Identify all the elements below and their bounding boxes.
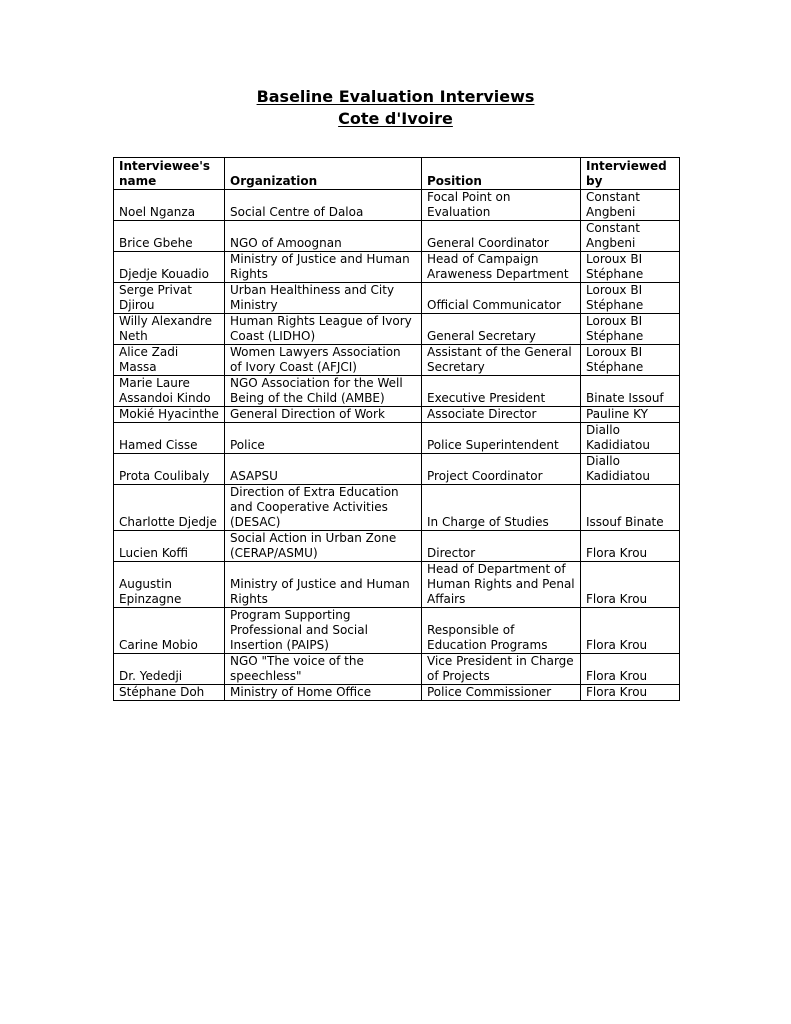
- cell-position: Associate Director: [422, 407, 581, 423]
- cell-interviewee-name: Prota Coulibaly: [114, 454, 225, 485]
- table-row: [114, 252, 680, 283]
- table-row: [114, 485, 680, 531]
- cell-interviewed-by: Constant Angbeni: [581, 221, 680, 252]
- title-line-1: Baseline Evaluation Interviews: [256, 87, 535, 106]
- table-row: [114, 221, 680, 252]
- cell-position: Assistant of the General Secretary: [422, 345, 581, 376]
- cell-interviewed-by: Issouf Binate: [581, 485, 680, 531]
- cell-position: In Charge of Studies: [422, 485, 581, 531]
- cell-organization: Ministry of Justice and Human Rights: [225, 562, 422, 608]
- cell-organization: ASAPSU: [225, 454, 422, 485]
- table-row: [114, 531, 680, 562]
- cell-interviewed-by: Constant Angbeni: [581, 190, 680, 221]
- cell-position: Director: [422, 531, 581, 562]
- cell-position: General Coordinator: [422, 221, 581, 252]
- cell-organization: Social Centre of Daloa: [225, 190, 422, 221]
- cell-interviewee-name: Serge Privat Djirou: [114, 283, 225, 314]
- cell-organization: Ministry of Justice and Human Rights: [225, 252, 422, 283]
- cell-position: Vice President in Charge of Projects: [422, 654, 581, 685]
- table-body: [114, 190, 680, 701]
- document-title: [0, 86, 791, 130]
- cell-interviewee-name: Willy Alexandre Neth: [114, 314, 225, 345]
- cell-interviewee-name: Dr. Yededji: [114, 654, 225, 685]
- table-row: [114, 345, 680, 376]
- cell-interviewed-by: Binate Issouf: [581, 376, 680, 407]
- header-interviewed-by: Interviewed by: [581, 158, 680, 190]
- cell-interviewee-name: Marie Laure Assandoi Kindo: [114, 376, 225, 407]
- table-row: [114, 190, 680, 221]
- cell-position: Police Commissioner: [422, 685, 581, 701]
- cell-organization: Human Rights League of Ivory Coast (LIDHO): [225, 314, 422, 345]
- table-row: [114, 685, 680, 701]
- cell-interviewed-by: Flora Krou: [581, 654, 680, 685]
- cell-position: Responsible of Education Programs: [422, 608, 581, 654]
- cell-interviewee-name: Carine Mobio: [114, 608, 225, 654]
- table-row: [114, 454, 680, 485]
- cell-interviewed-by: Loroux BI Stéphane: [581, 345, 680, 376]
- cell-position: Executive President: [422, 376, 581, 407]
- cell-organization: Women Lawyers Association of Ivory Coast (AFJCI): [225, 345, 422, 376]
- cell-position: Head of Department of Human Rights and Penal Affairs: [422, 562, 581, 608]
- cell-organization: Direction of Extra Education and Cooperative Activities (DESAC): [225, 485, 422, 531]
- cell-interviewee-name: Noel Nganza: [114, 190, 225, 221]
- cell-interviewee-name: Augustin Epinzagne: [114, 562, 225, 608]
- table-row: [114, 423, 680, 454]
- cell-interviewed-by: Loroux BI Stéphane: [581, 283, 680, 314]
- cell-interviewee-name: Lucien Koffi: [114, 531, 225, 562]
- cell-interviewee-name: Mokié Hyacinthe: [114, 407, 225, 423]
- cell-organization: NGO of Amoognan: [225, 221, 422, 252]
- header-interviewee-name: Interviewee's name: [114, 158, 225, 190]
- cell-position: Police Superintendent: [422, 423, 581, 454]
- cell-interviewee-name: Charlotte Djedje: [114, 485, 225, 531]
- cell-position: Project Coordinator: [422, 454, 581, 485]
- cell-interviewee-name: Djedje Kouadio: [114, 252, 225, 283]
- table-row: [114, 407, 680, 423]
- table-row: [114, 283, 680, 314]
- cell-interviewed-by: Diallo Kadidiatou: [581, 423, 680, 454]
- interviews-table: [113, 157, 680, 701]
- cell-interviewee-name: Brice Gbehe: [114, 221, 225, 252]
- cell-interviewed-by: Flora Krou: [581, 531, 680, 562]
- cell-position: Head of Campaign Araweness Department: [422, 252, 581, 283]
- cell-position: General Secretary: [422, 314, 581, 345]
- cell-interviewed-by: Pauline KY: [581, 407, 680, 423]
- table-row: [114, 376, 680, 407]
- cell-interviewed-by: Loroux BI Stéphane: [581, 252, 680, 283]
- table-row: [114, 654, 680, 685]
- cell-position: Official Communicator: [422, 283, 581, 314]
- cell-interviewee-name: Hamed Cisse: [114, 423, 225, 454]
- title-line-2: Cote d'Ivoire: [338, 109, 453, 128]
- cell-interviewed-by: Loroux BI Stéphane: [581, 314, 680, 345]
- cell-organization: NGO "The voice of the speechless": [225, 654, 422, 685]
- cell-interviewee-name: Alice Zadi Massa: [114, 345, 225, 376]
- table-row: [114, 562, 680, 608]
- table-row: [114, 314, 680, 345]
- header-organization: Organization: [225, 158, 422, 190]
- cell-organization: Program Supporting Professional and Social Insertion (PAIPS): [225, 608, 422, 654]
- cell-interviewed-by: Flora Krou: [581, 608, 680, 654]
- header-position: Position: [422, 158, 581, 190]
- cell-organization: Ministry of Home Office: [225, 685, 422, 701]
- cell-organization: General Direction of Work: [225, 407, 422, 423]
- cell-interviewed-by: Flora Krou: [581, 562, 680, 608]
- table-header-row: [114, 158, 680, 190]
- cell-organization: Urban Healthiness and City Ministry: [225, 283, 422, 314]
- cell-interviewed-by: Flora Krou: [581, 685, 680, 701]
- cell-interviewee-name: Stéphane Doh: [114, 685, 225, 701]
- table-row: [114, 608, 680, 654]
- cell-position: Focal Point on Evaluation: [422, 190, 581, 221]
- cell-interviewed-by: Diallo Kadidiatou: [581, 454, 680, 485]
- cell-organization: Police: [225, 423, 422, 454]
- cell-organization: Social Action in Urban Zone (CERAP/ASMU): [225, 531, 422, 562]
- cell-organization: NGO Association for the Well Being of the Child (AMBE): [225, 376, 422, 407]
